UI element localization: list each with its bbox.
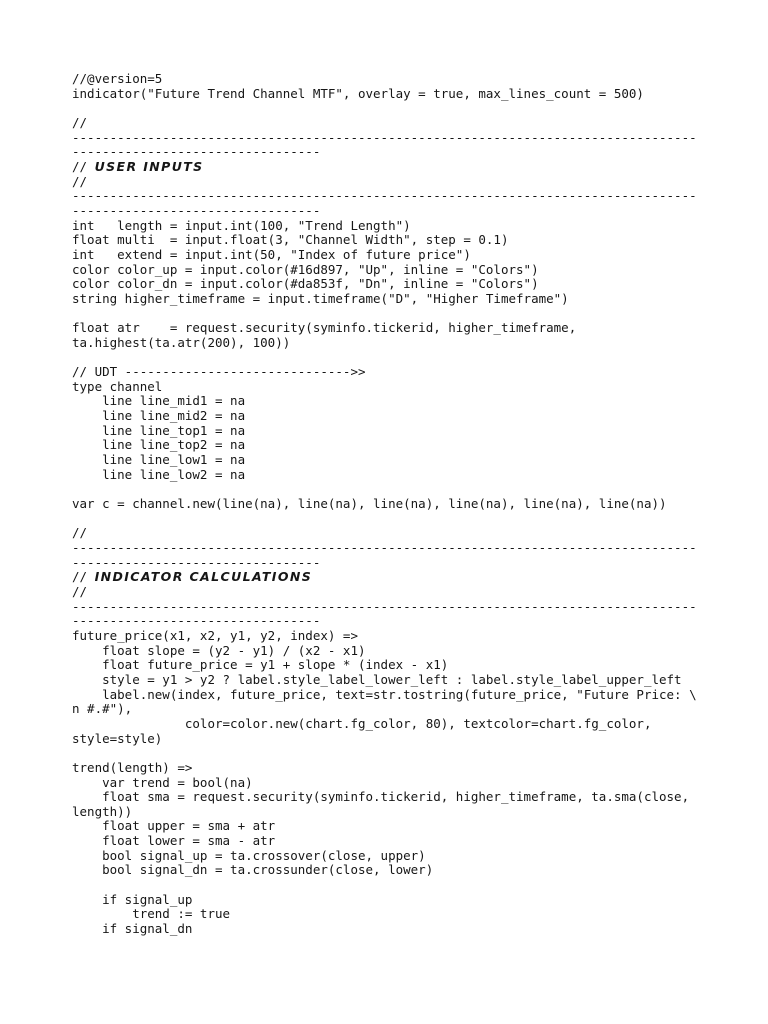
- separator-dashes: -----------------------------------------------------------------------------------: [72, 129, 697, 145]
- type-field: line line_mid2 = na: [72, 408, 246, 424]
- input-line-extend: int extend = input.int(50, "Index of future price"): [72, 246, 471, 262]
- code-line: float future_price = y1 + slope * (index - x1): [72, 657, 449, 673]
- separator-comment: //: [72, 525, 88, 541]
- heading-title: USER INPUTS: [94, 158, 204, 174]
- heading-comment-prefix: //: [72, 569, 88, 585]
- input-line-length: int length = input.int(100, "Trend Length"): [72, 217, 411, 233]
- code-line: color=color.new(chart.fg_color, 80), textcolor=chart.fg_color,: [72, 715, 652, 731]
- version-directive: //@version=5: [72, 71, 163, 86]
- type-field: line line_top1 = na: [72, 422, 246, 438]
- code-line: var trend = bool(na): [72, 774, 253, 790]
- heading-title: INDICATOR CALCULATIONS: [94, 569, 313, 585]
- separator-dashes: -----------------------------------------------------------------------------------: [72, 188, 697, 204]
- heading-comment-prefix: //: [72, 158, 88, 174]
- input-line-multi: float multi = input.float(3, "Channel Width", step = 0.1): [72, 232, 509, 248]
- blank-line: [72, 512, 712, 527]
- separator-comment: //: [72, 173, 88, 189]
- blank-line: [72, 482, 712, 497]
- input-line-color-up: color color_up = input.color(#16d897, "Up", inline = "Colors"): [72, 261, 539, 277]
- type-field: line line_low1 = na: [72, 452, 246, 468]
- indicator-declaration: indicator("Future Trend Channel MTF", overlay = true, max_lines_count = 500): [72, 85, 644, 101]
- code-line-continuation: length)): [72, 803, 133, 819]
- blank-line: [72, 878, 712, 893]
- separator-dashes: -----------------------------------------------------------------------------------: [72, 540, 697, 555]
- separator-comment: //: [72, 583, 88, 599]
- separator-dashes: ---------------------------------: [72, 613, 321, 629]
- code-line: if signal_dn: [72, 921, 193, 937]
- code-line: if signal_up: [72, 891, 193, 907]
- code-line-continuation: n #.#"),: [72, 701, 133, 717]
- section-heading-indicator-calculations: [72, 570, 712, 585]
- code-line: bool signal_up = ta.crossover(close, upper): [72, 847, 426, 863]
- code-line: label.new(index, future_price, text=str.tostring(future_price, "Future Price: \: [72, 686, 697, 702]
- blank-line: [72, 746, 712, 761]
- channel-instance-line: var c = channel.new(line(na), line(na), line(na), line(na), line(na), line(na)): [72, 496, 667, 512]
- separator-dashes: ---------------------------------: [72, 554, 321, 570]
- type-field: line line_low2 = na: [72, 466, 246, 482]
- separator-dashes: -----------------------------------------------------------------------------------: [72, 598, 697, 614]
- input-line-higher-timeframe: string higher_timeframe = input.timeframe("D", "Higher Timeframe"): [72, 290, 569, 306]
- blank-line: [72, 101, 712, 116]
- code-line: style = y1 > y2 ? label.style_label_lower_left : label.style_label_upper_left: [72, 671, 682, 687]
- function-signature: future_price(x1, x2, y1, y2, index) =>: [72, 627, 358, 643]
- code-line: float sma = request.security(syminfo.tickerid, higher_timeframe, ta.sma(close,: [72, 789, 690, 805]
- code-line: float slope = (y2 - y1) / (x2 - x1): [72, 642, 366, 658]
- atr-line-continuation: ta.highest(ta.atr(200), 100)): [72, 334, 291, 350]
- code-line: bool signal_dn = ta.crossunder(close, lower): [72, 862, 434, 878]
- code-line: float upper = sma + atr: [72, 818, 276, 834]
- separator-dashes: ---------------------------------: [72, 144, 321, 160]
- udt-comment: // UDT ------------------------------>>: [72, 364, 366, 380]
- section-heading-user-inputs: [72, 160, 712, 175]
- code-line: trend := true: [72, 906, 231, 922]
- code-line: float lower = sma - atr: [72, 833, 276, 849]
- blank-line: [72, 307, 712, 322]
- type-field: line line_mid1 = na: [72, 393, 246, 409]
- blank-line: [72, 350, 712, 365]
- atr-line: float atr = request.security(syminfo.tickerid, higher_timeframe,: [72, 320, 577, 336]
- input-line-color-dn: color color_dn = input.color(#da853f, "Dn", inline = "Colors"): [72, 276, 539, 292]
- code-line-continuation: style=style): [72, 730, 163, 746]
- code-listing: [72, 72, 712, 937]
- type-declaration: type channel: [72, 378, 163, 394]
- type-field: line line_top2 = na: [72, 437, 246, 453]
- function-signature: trend(length) =>: [72, 759, 193, 775]
- separator-comment: //: [72, 114, 88, 130]
- separator-dashes: ---------------------------------: [72, 202, 321, 218]
